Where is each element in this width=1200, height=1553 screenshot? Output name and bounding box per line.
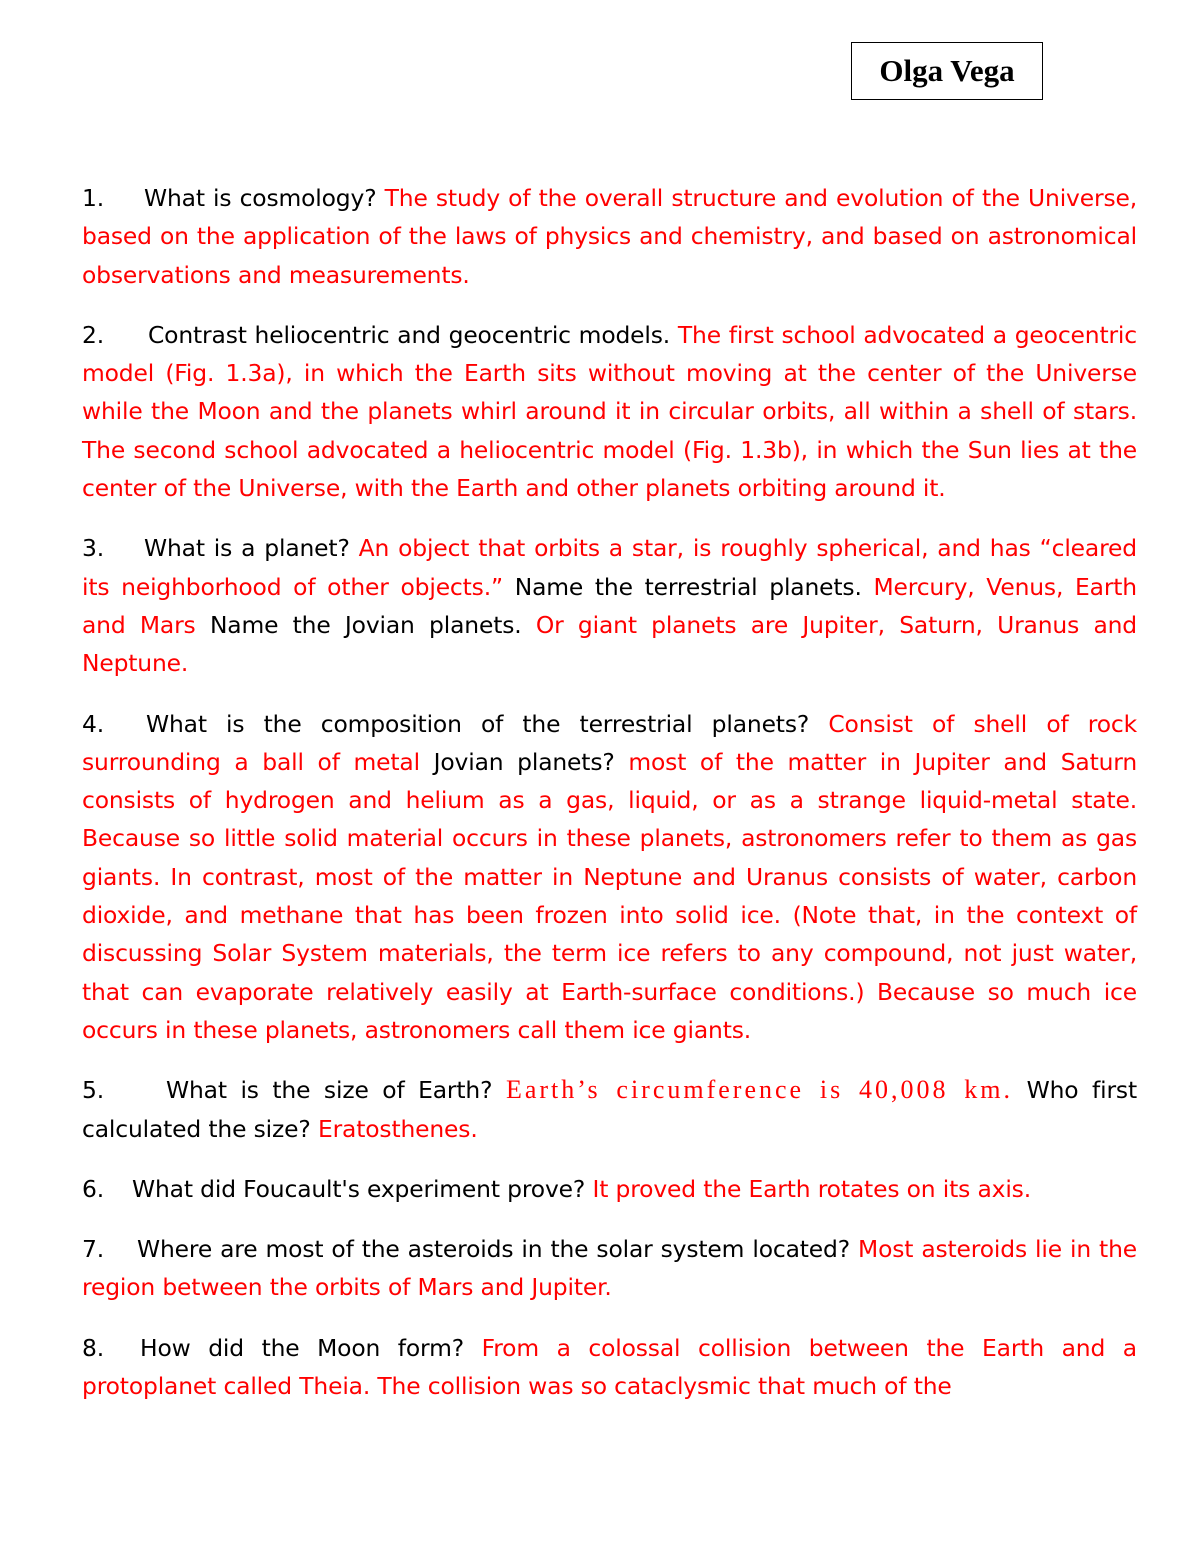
- question-6: [82, 1170, 1137, 1208]
- question-number: 4.: [82, 709, 105, 738]
- question-2: [82, 316, 1137, 507]
- answer-text: Or giant planets are Jupiter, Saturn, Uranus and Neptune.: [82, 610, 1137, 678]
- answer-text: The first school advocated a geocentric model (Fig. 1.3a), in which the Earth sits without moving at the center of the Universe while the Moon and the planets whirl around it in circular orbits, all within a shell of stars. The second school advocated a heliocentric model (Fig. 1.3b), in which the Sun lies at the center of the Universe, with the Earth and other planets orbiting around it.: [82, 320, 1137, 503]
- question-text: Who first calculated the size?: [82, 1076, 1137, 1143]
- answer-text: An object that orbits a star, is roughly spherical, and has “cleared its neighborhood of other objects.”: [82, 534, 1137, 601]
- question-8: [82, 1329, 1137, 1406]
- answer-text: Eratosthenes.: [317, 1114, 478, 1143]
- student-name: Olga Vega: [879, 53, 1015, 88]
- answer-text: Mercury, Venus, Earth and Mars: [82, 572, 1137, 639]
- question-text: Jovian planets?: [433, 747, 615, 776]
- question-number: 8.: [82, 1333, 105, 1362]
- question-list: [82, 179, 1137, 1427]
- question-number: 7.: [82, 1235, 105, 1264]
- question-number: 3.: [82, 534, 105, 563]
- question-1: [82, 179, 1137, 294]
- question-3: [82, 529, 1137, 682]
- answer-text: From a colossal collision between the Earth and a protoplanet called Theia. The collision was so cataclysmic that much of the: [82, 1333, 1137, 1401]
- answer-text: Consist of shell of rock surrounding a ball of metal: [82, 709, 1137, 776]
- question-number: 1.: [82, 184, 105, 212]
- question-number: 6.: [82, 1174, 105, 1203]
- question-text: How did the Moon form?: [140, 1333, 464, 1362]
- question-number: 5.: [82, 1076, 105, 1105]
- question-text: Where are most of the asteroids in the solar system located?: [137, 1235, 850, 1264]
- question-number: 2.: [82, 320, 105, 349]
- question-text: What is the size of Earth?: [166, 1076, 493, 1105]
- answer-text: Earth’s circumference is 40,008 km.: [505, 1075, 1014, 1105]
- question-7: [82, 1230, 1137, 1307]
- question-text: What is a planet?: [144, 534, 350, 563]
- question-5: [82, 1071, 1137, 1148]
- question-text: What did Foucault's experiment prove?: [132, 1174, 586, 1203]
- question-text: Contrast heliocentric and geocentric models.: [148, 320, 671, 349]
- question-4: [82, 705, 1137, 1050]
- question-text: Name the terrestrial planets.: [514, 572, 862, 601]
- question-text: Name the Jovian planets.: [209, 610, 522, 639]
- question-text: What is cosmology?: [144, 184, 377, 212]
- question-text: What is the composition of the terrestrial planets?: [146, 709, 810, 738]
- student-name-box: [851, 42, 1043, 100]
- answer-text: It proved the Earth rotates on its axis.: [592, 1174, 1031, 1203]
- answer-text: Most asteroids lie in the region between the orbits of Mars and Jupiter.: [82, 1235, 1137, 1302]
- answer-text: The study of the overall structure and evolution of the Universe, based on the application of the laws of physics and chemistry, and based on astronomical observations and measurements.: [82, 184, 1138, 289]
- answer-text: most of the matter in Jupiter and Saturn consists of hydrogen and helium as a gas, liquid, or as a strange liquid-metal state. Because so little solid material occurs in these planets, astronomers refer to them as gas giants. In contrast, most of the matter in Neptune and Uranus consists of water, carbon dioxide, and methane that has been frozen into solid ice. (Note that, in the context of discussing Solar System materials, the term ice refers to any compound, not just water, that can evaporate relatively easily at Earth-surface conditions.) Because so much ice occurs in these planets, astronomers call them ice giants.: [82, 747, 1138, 1044]
